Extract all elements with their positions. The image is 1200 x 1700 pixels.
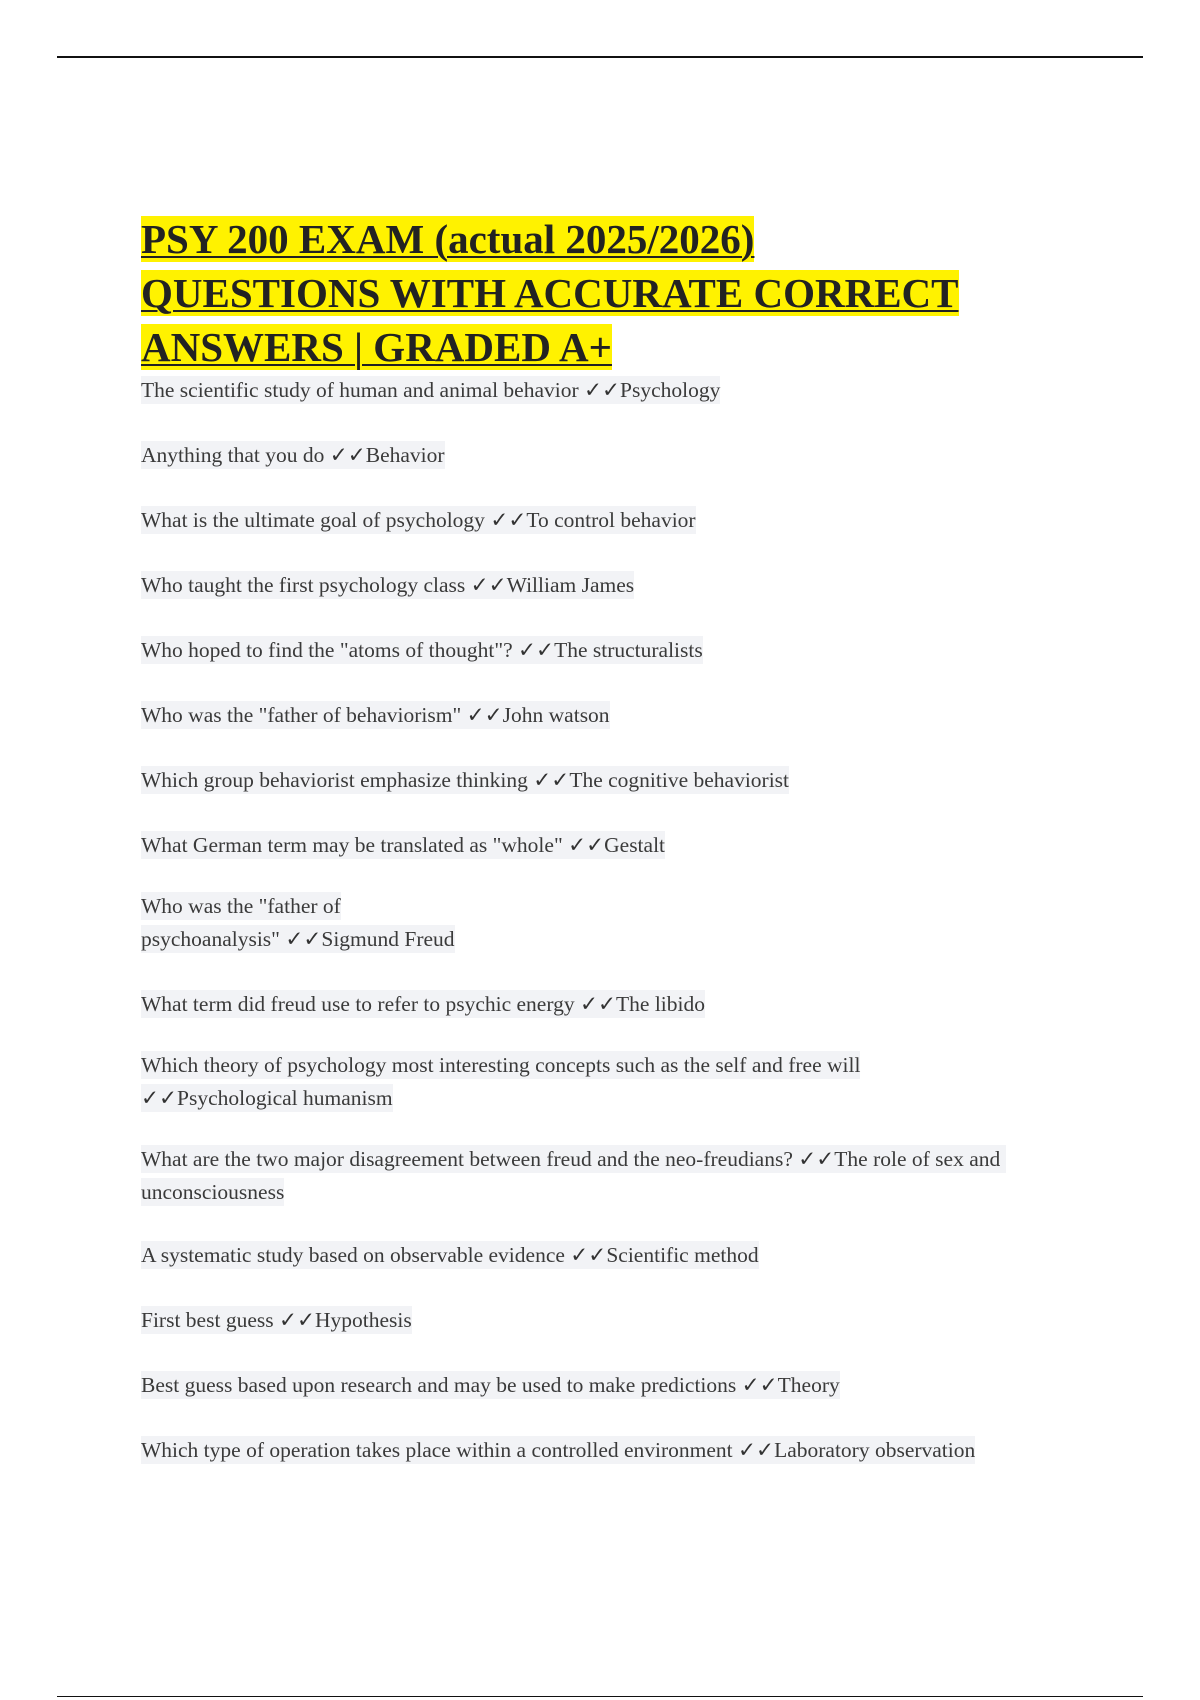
qa-text [141, 1436, 975, 1464]
qa-item [141, 1369, 1081, 1402]
title-line-3: ANSWERS | GRADED A+ [141, 324, 612, 370]
answer-text: The role of sex and unconsciousness [141, 1147, 1006, 1204]
qa-item [141, 1434, 1081, 1467]
answer-text: Hypothesis [315, 1308, 412, 1332]
question-text: First best guess [141, 1308, 274, 1332]
check-mark-icon: ✓✓ [141, 1086, 178, 1110]
qa-text [141, 376, 720, 404]
qa-text [141, 1371, 840, 1399]
check-mark-icon: ✓✓ [580, 992, 617, 1016]
answer-text: Psychology [620, 378, 721, 402]
answer-text: Sigmund Freud [321, 927, 455, 951]
qa-item [141, 634, 1081, 667]
check-mark-icon: ✓✓ [490, 508, 527, 532]
qa-text [141, 441, 445, 469]
question-answer-list [141, 374, 1081, 1467]
question-text: Best guess based upon research and may be used to make predictions [141, 1373, 737, 1397]
check-mark-icon: ✓✓ [466, 703, 503, 727]
qa-item [141, 569, 1081, 602]
question-text: Which type of operation takes place within a controlled environment [141, 1438, 733, 1462]
qa-item [141, 890, 1081, 956]
answer-text: John watson [502, 703, 610, 727]
check-mark-icon: ✓✓ [741, 1373, 778, 1397]
question-text: What are the two major disagreement between freud and the neo-freudians? [141, 1147, 793, 1171]
answer-text: Gestalt [604, 833, 666, 857]
question-text: Who was the "father of psychoanalysis" [141, 894, 341, 951]
qa-text [141, 892, 455, 953]
check-mark-icon: ✓✓ [738, 1438, 775, 1462]
question-text: Which theory of psychology most interesting concepts such as the self and free will [141, 1053, 861, 1077]
answer-text: Behavior [365, 443, 445, 467]
check-mark-icon: ✓✓ [798, 1147, 835, 1171]
answer-text: The structuralists [554, 638, 703, 662]
answer-text: Laboratory observation [774, 1438, 976, 1462]
qa-text [141, 636, 703, 664]
qa-item [141, 829, 1081, 862]
check-mark-icon: ✓✓ [285, 927, 322, 951]
answer-text: To control behavior [526, 508, 696, 532]
qa-item [141, 764, 1081, 797]
document-body [141, 212, 1081, 1467]
top-rule [57, 56, 1143, 58]
qa-item [141, 1304, 1081, 1337]
check-mark-icon: ✓✓ [533, 768, 570, 792]
question-text: Who hoped to find the "atoms of thought"? [141, 638, 513, 662]
qa-item [141, 374, 1081, 407]
qa-item [141, 1239, 1081, 1272]
answer-text: William James [506, 573, 635, 597]
check-mark-icon: ✓✓ [278, 1308, 315, 1332]
question-text: What is the ultimate goal of psychology [141, 508, 485, 532]
answer-text: Scientific method [606, 1243, 759, 1267]
answer-text: Psychological humanism [177, 1086, 393, 1110]
qa-text [141, 831, 665, 859]
document-title [141, 212, 1081, 374]
qa-text [141, 506, 696, 534]
qa-text [141, 990, 705, 1018]
question-text: A systematic study based on observable evidence [141, 1243, 565, 1267]
question-text: What term did freud use to refer to psychic energy [141, 992, 575, 1016]
check-mark-icon: ✓✓ [329, 443, 366, 467]
check-mark-icon: ✓✓ [570, 1243, 607, 1267]
check-mark-icon: ✓✓ [518, 638, 555, 662]
question-text: Who taught the first psychology class [141, 573, 466, 597]
check-mark-icon: ✓✓ [584, 378, 621, 402]
answer-text: The cognitive behaviorist [569, 768, 790, 792]
qa-text [141, 1306, 412, 1334]
qa-item [141, 699, 1081, 732]
qa-text [141, 1241, 759, 1269]
qa-item [141, 439, 1081, 472]
qa-text [141, 766, 789, 794]
bottom-rule [57, 1696, 1143, 1697]
qa-text [141, 1145, 1006, 1206]
title-line-1: PSY 200 EXAM (actual 2025/2026) [141, 216, 755, 262]
qa-item [141, 988, 1081, 1021]
qa-text [141, 1051, 860, 1112]
answer-text: The libido [616, 992, 706, 1016]
question-text: Who was the "father of behaviorism" [141, 703, 462, 727]
qa-text [141, 571, 634, 599]
answer-text: Theory [777, 1373, 840, 1397]
title-line-2: QUESTIONS WITH ACCURATE CORRECT [141, 270, 959, 316]
check-mark-icon: ✓✓ [470, 573, 507, 597]
question-text: What German term may be translated as "whole" [141, 833, 563, 857]
check-mark-icon: ✓✓ [568, 833, 605, 857]
qa-item [141, 504, 1081, 537]
question-text: The scientific study of human and animal behavior [141, 378, 579, 402]
qa-item [141, 1049, 1081, 1115]
question-text: Which group behaviorist emphasize thinking [141, 768, 528, 792]
qa-text [141, 701, 610, 729]
question-text: Anything that you do [141, 443, 325, 467]
qa-item [141, 1143, 1081, 1209]
